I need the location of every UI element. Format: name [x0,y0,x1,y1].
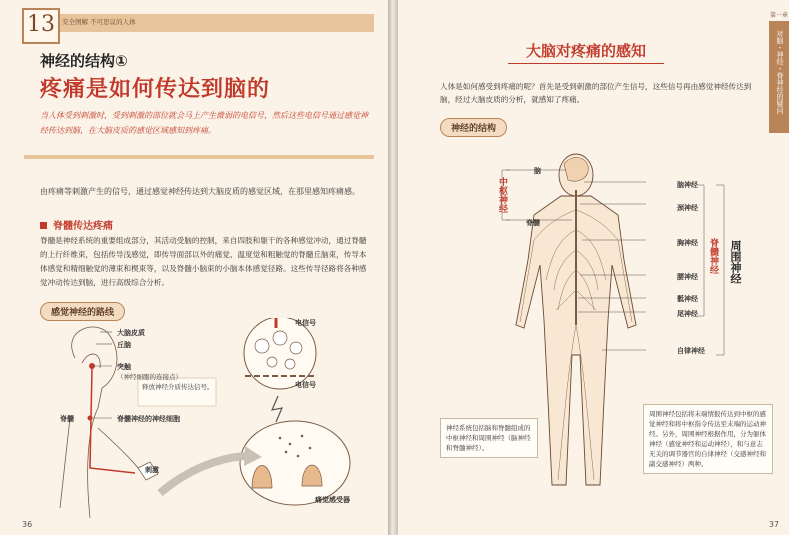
label-spinal-nerves: 脊髓神经 [708,238,718,274]
right-intro: 人体是如何感受到疼痛的呢？首先是受到刺激的部位产生信号，这些信号再由感觉神经传达到脑，经过大脑皮质的分析，就感知了疼痛。 [440,82,752,104]
square-bullet-icon [40,222,47,229]
series-label: 安全图解 不可思议的人体 [62,18,136,26]
synapse-zoom-circle [244,318,316,389]
right-page-title: 大脑对疼痛的感知 [508,40,664,64]
note-box-left: 神经系统包括脑和脊髓组成的中枢神经和周围神经（脑神经和脊髓神经）。 [440,418,538,458]
label-spinal-cord: 脊髓 [60,415,74,423]
body-paragraph: 脊髓是神经系统的重要组成部分，其活动受脑的控制，来自四肢和躯干的各种感觉冲动，通过脊髓的上行纤维束，包括传导浅感觉，即传导面部以外的痛觉、温度觉和粗触觉的脊髓丘脑束，传导本体感觉和精细触觉的薄束和楔束等，以及脊髓小脑束的小脑本体感觉径路。这些传导径路将各种感觉冲动传达到脑，进行高级综合分析。 [40,236,367,287]
label-synapse: 突触 [117,363,131,371]
label-pain-receptor: 痛觉感受器 [315,496,350,504]
label-autonomic: 自律神经 [677,347,705,355]
lead-text: 当人体受到刺激时，受到刺激的部位就会马上产生微弱的电信号，然后这些电信号通过感觉神经传达到脑，在大脑皮质的感觉区域感知到疼痛。 [40,111,368,135]
label-cortex: 大脑皮质 [117,329,145,337]
label-sacral: 骶神经 [677,295,698,303]
label-peripheral: 周围神经 [729,240,742,284]
arm-outline [98,428,138,468]
curved-arrow-icon [160,456,245,493]
label-electric-signal-1: 电信号 [295,319,316,327]
label-central-nervous: 中枢神经 [497,177,507,213]
right-page [398,0,789,535]
body-outline [88,408,98,518]
page-title: 疼痛是如何传达到脑的 [40,77,271,102]
divider [24,155,374,159]
section-heading [40,217,113,232]
sensory-path-diagram [40,318,380,518]
side-tab-top: 第一章 [769,8,789,21]
receptor-zoom-circle [240,421,350,505]
intro-paragraph: 由疼痛等刺激产生的信号，通过感觉神经传达到大脑皮质的感觉区域，在那里感知疼痛感。 [40,187,360,196]
label-electric-signal-2: 电信号 [295,381,316,389]
nerve-structure-tag: 神经的结构 [440,118,507,137]
label-cranial: 脑神经 [677,181,698,189]
label-thoracic: 胸神经 [677,239,698,247]
label-spinal-cord-right: 脊髓 [526,219,540,227]
label-spinal-neuron: 脊髓神经的神经细胞 [117,415,180,423]
label-synapse-note: （神经细胞的连接点） [117,373,182,381]
section-heading-text: 脊髓传达疼痛 [53,221,113,232]
label-lumbar: 腰神经 [677,273,698,281]
left-page [0,0,388,535]
side-tab-text: 对脑・神经・脊神经的疑问 [776,30,784,114]
note-box-right: 周围神经包括将末端情报传达到中枢的感觉神经和将中枢指令传达至末端的运动神经。另外，周围神经根据作用，分为躯体神经（感觉神经和运动神经），和与意志无关的调节器官的自律神经（交感神经和副交感神经）两种。 [643,404,773,474]
book-gutter [388,0,398,535]
diagram-tag: 感觉神经的路线 [40,302,125,321]
label-transmitter-note: 释放神经介质传达信号。 [142,383,214,391]
label-stimulus: 刺激 [145,466,159,474]
page-number-left: 36 [22,520,33,529]
chapter-number: 13 [22,8,60,44]
label-cervical: 颈神经 [677,204,698,212]
lightning-icon [272,396,282,422]
label-coccygeal: 尾神经 [677,310,698,318]
label-brain: 脑 [534,167,541,175]
section-kicker: 神经的结构① [40,52,128,70]
page-number-right: 37 [768,520,779,529]
label-thalamus: 丘脑 [117,341,131,349]
